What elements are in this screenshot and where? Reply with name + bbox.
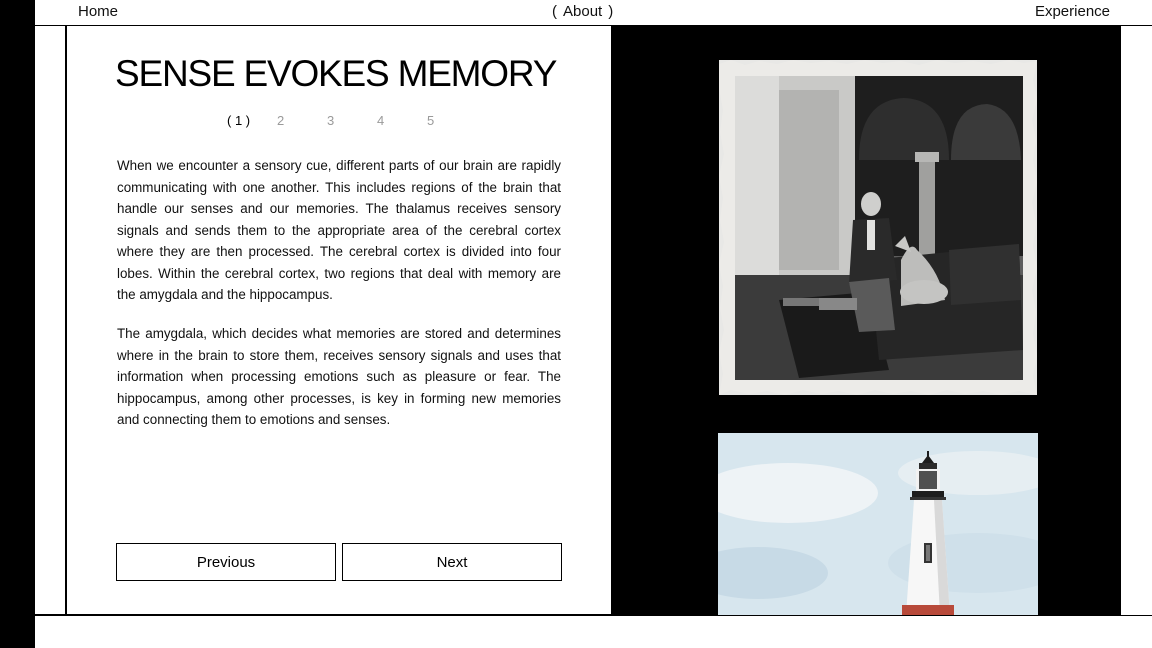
photo-column [611,26,1120,615]
page-link-3[interactable]: 3 [327,113,335,128]
about-open-paren: ( [552,3,557,20]
nav-about-link[interactable] [546,3,619,20]
about-label: About [563,3,603,20]
article-paragraph-1: When we encounter a sensory cue, different parts of our brain are rapidly communicating with one another. This includes regions of the brain that handle our senses and our memories. The thalamus receives sensory signals and sends them to the appropriate area of the cerebral cortex where they are then processed. The cerebral cortex is divided into four lobes. Within the cerebral cortex, two regions that deal with memory are the amygdala and the hippocampus. [117,158,561,302]
article-panel [67,27,611,614]
article-paragraph-2: The amygdala, which decides what memories are stored and determines where in the brain to store them, receives sensory signals and uses that information when processing emotions such as pleasure or fear. The hippocampus, among other processes, is key in forming new memories and connecting them to emotions and senses. [117,326,561,427]
nav-experience-link[interactable]: Experience [1034,3,1110,20]
nav-home-link[interactable]: Home [78,3,119,20]
left-edge-bar [0,0,35,648]
vintage-photo-graphic [719,60,1037,395]
page-link-4[interactable]: 4 [377,113,385,128]
page-title: SENSE EVOKES MEMORY [115,53,557,94]
page-pagination [227,113,477,129]
right-margin-strip [1120,26,1152,615]
page-link-2[interactable]: 2 [277,113,285,128]
next-button[interactable]: Next [342,543,562,581]
lighthouse-graphic [718,433,1038,615]
lighthouse-photo [718,433,1038,615]
page-link-1[interactable]: ( 1 ) [227,113,251,128]
about-close-paren: ) [608,3,614,20]
vintage-photo-man-with-deer [719,60,1037,395]
previous-button[interactable]: Previous [116,543,336,581]
top-navigation [35,0,1152,26]
page-link-5[interactable]: 5 [427,113,435,128]
